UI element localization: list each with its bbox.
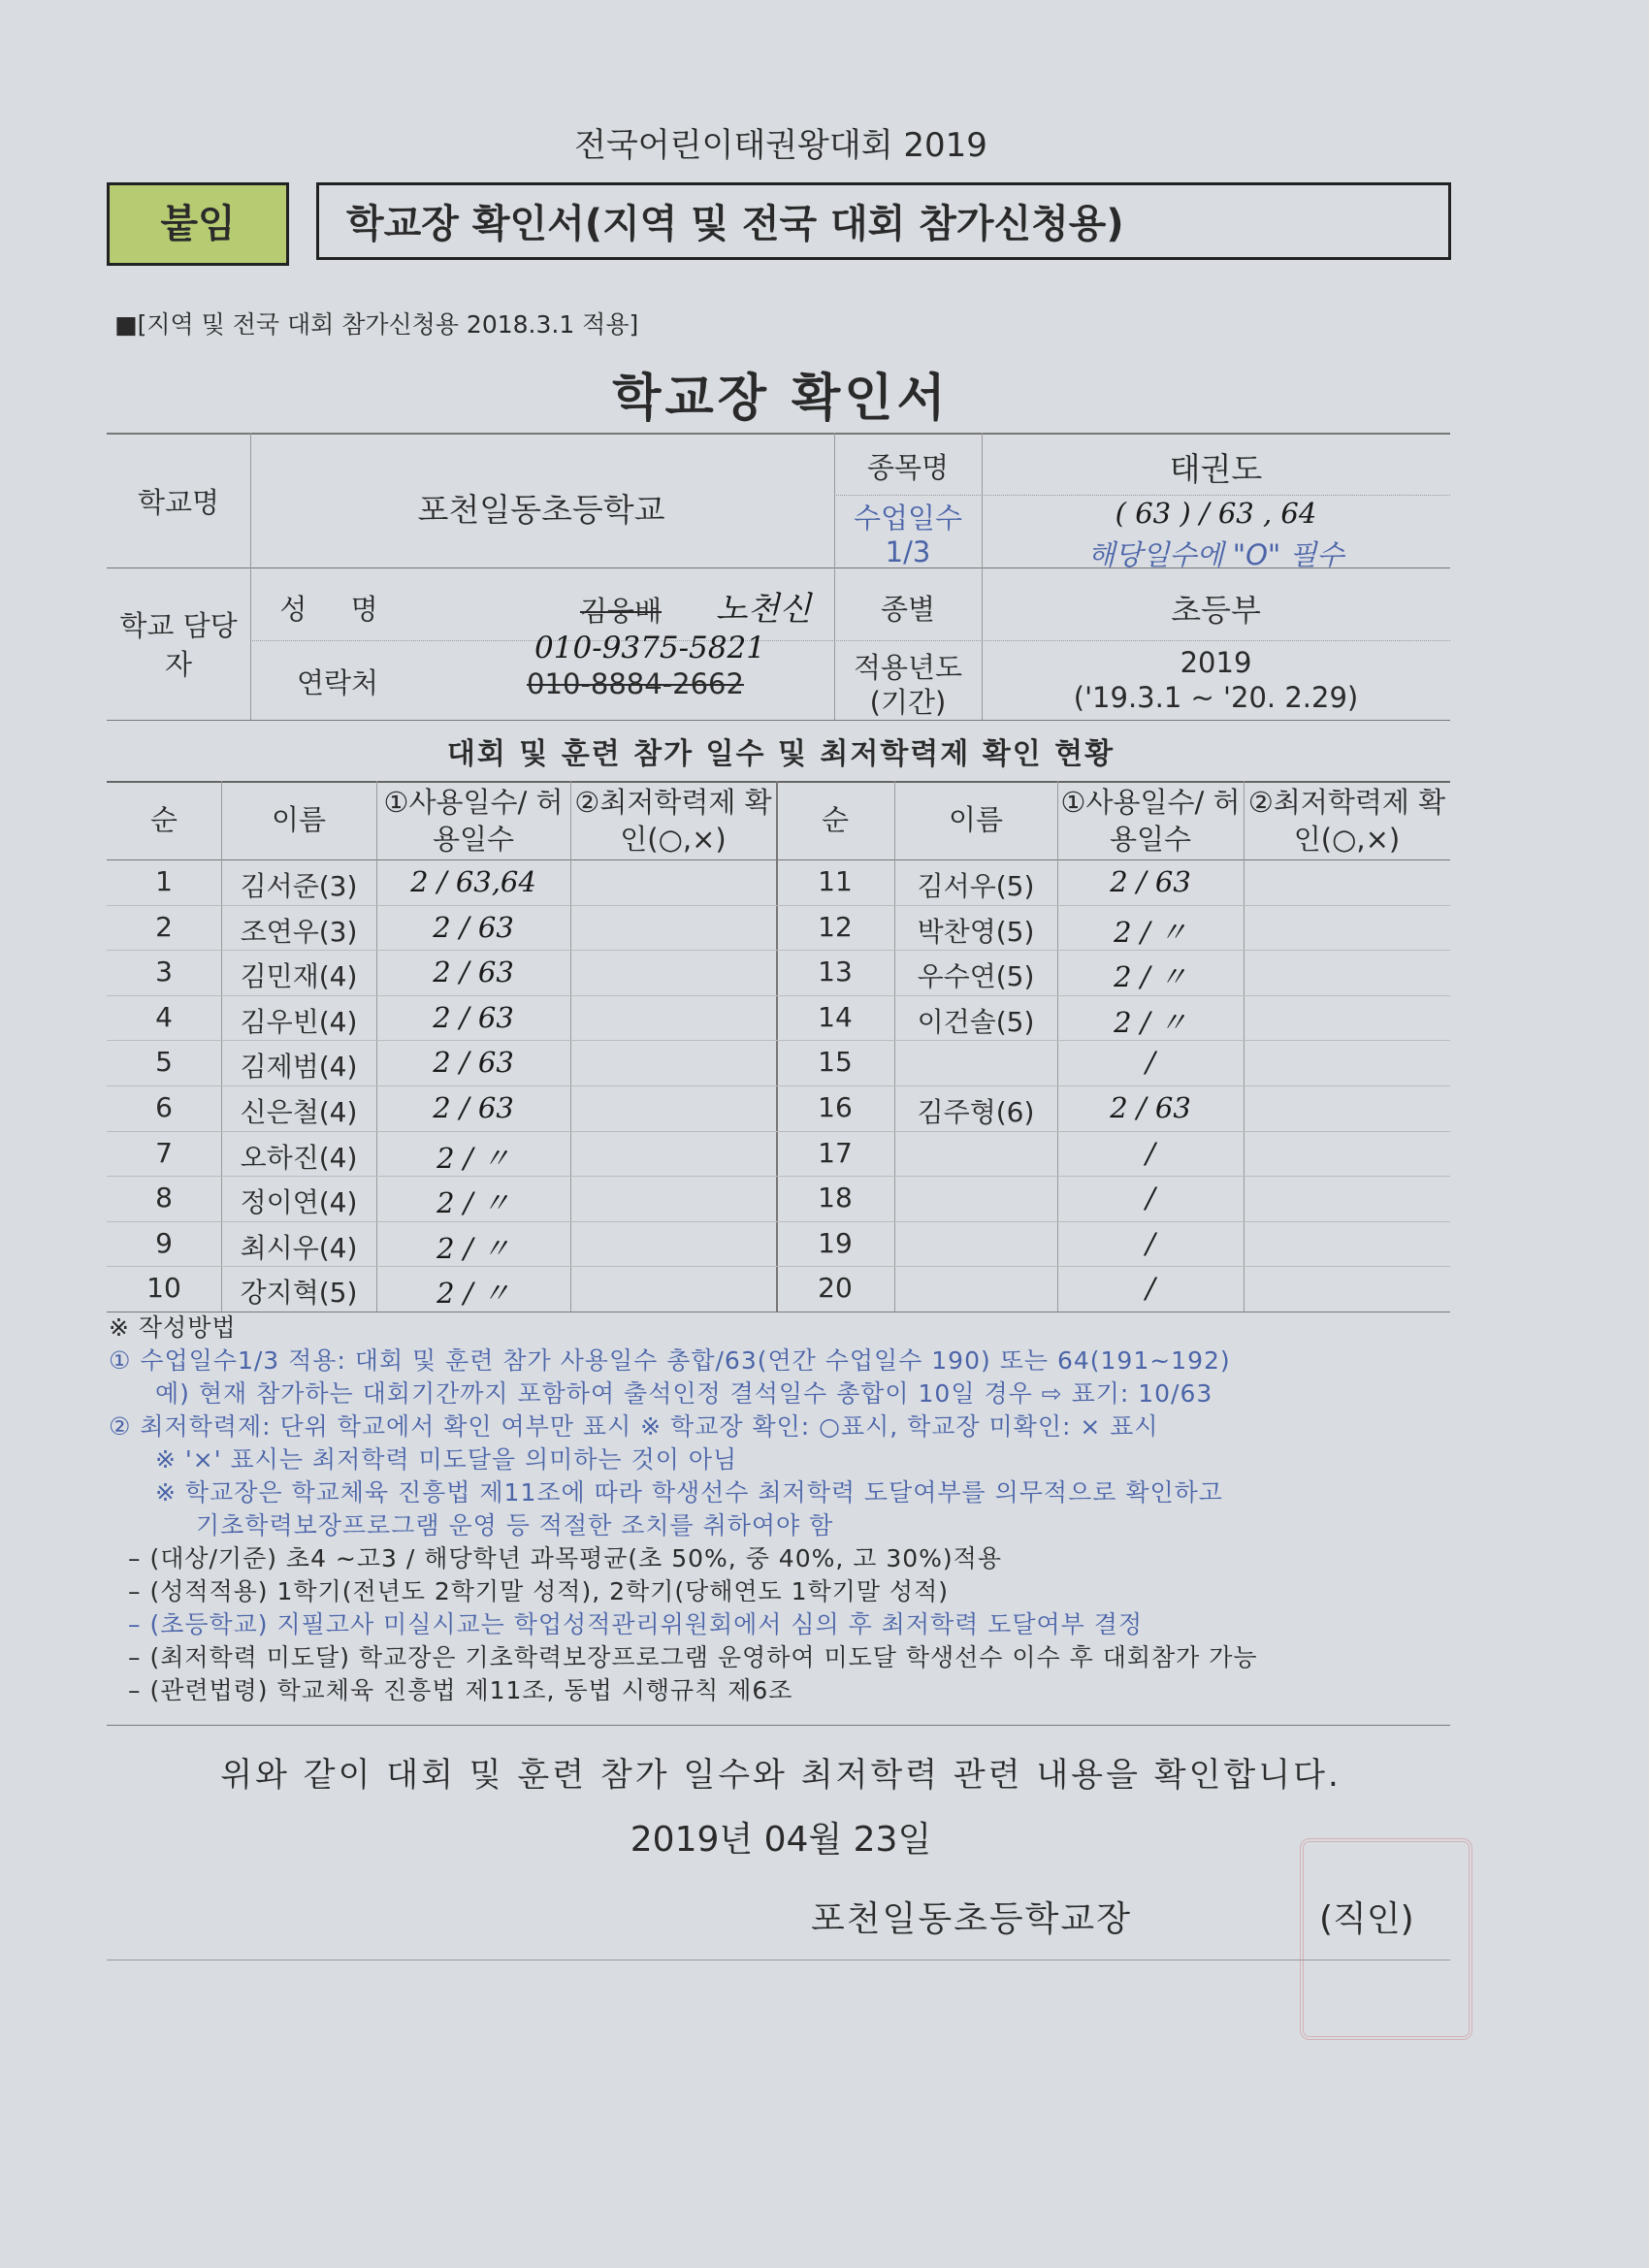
row-divider — [107, 1040, 1450, 1041]
row-divider — [107, 1221, 1450, 1222]
header-no: 순 — [821, 803, 849, 836]
row-days: 2 / 〃 — [436, 1232, 510, 1265]
category-label: 종별 — [880, 593, 936, 626]
row-divider — [107, 1131, 1450, 1132]
row-days: 2 / 〃 — [1114, 1006, 1187, 1039]
note-4: ※ 학교장은 학교체육 진흥법 제11조에 따라 학생선수 최저학력 도달여부를 의무적으로 확인하고 — [155, 1478, 1223, 1507]
category-value: 초등부 — [1171, 592, 1261, 629]
row-days: 2 / 〃 — [436, 1277, 510, 1310]
row-divider — [107, 1266, 1450, 1267]
row-no: 10 — [146, 1272, 181, 1304]
row-no: 1 — [155, 865, 173, 897]
info-bottom-border — [107, 720, 1450, 721]
row-days: / — [1146, 1137, 1155, 1170]
row-no: 19 — [818, 1227, 853, 1259]
contact-label: 연락처 — [296, 666, 379, 699]
row-name: 신은철(4) — [240, 1096, 358, 1128]
note-5: – (대상/기준) 초4 ~고3 / 해당학년 과목평균(초 50%, 중 40%, 고 30%)적용 — [128, 1544, 1002, 1572]
row-no: 2 — [155, 911, 173, 943]
header-academic: ②최저학력제 확인(○,×) — [574, 786, 772, 856]
school-value: 포천일동초등학교 — [417, 491, 665, 529]
row-no: 20 — [818, 1272, 853, 1304]
note-9: – (관련법령) 학교체육 진흥법 제11조, 동법 시행규칙 제6조 — [128, 1676, 793, 1704]
row-name: 김민재(4) — [240, 960, 358, 992]
document-box-title: 학교장 확인서(지역 및 전국 대회 참가신청용) — [316, 182, 1451, 260]
row-name: 우수연(5) — [917, 960, 1035, 992]
days-value: ( 63 ) / 63 , 64 — [1115, 497, 1317, 530]
row-no: 11 — [818, 865, 853, 897]
note-1: ① 수업일수1/3 적용: 대회 및 훈련 참가 사용일수 총합/63(연간 수업일수 190) 또는 64(191~192) — [109, 1346, 1231, 1375]
row-days: / — [1146, 1227, 1155, 1260]
name-struck: 김웅배 — [579, 595, 663, 628]
row-name: 최시우(4) — [240, 1232, 358, 1264]
row-days: 2 / 63 — [1110, 1091, 1191, 1124]
principal-name: 포천일동초등학교장 — [811, 1899, 1132, 1939]
row-no: 18 — [818, 1182, 853, 1214]
row-divider — [107, 905, 1450, 906]
row-name: 김제범(4) — [240, 1051, 358, 1083]
row-days: 2 / 63 — [433, 1046, 514, 1079]
row-days: / — [1146, 1046, 1155, 1079]
year-value: 2019 — [1180, 646, 1252, 679]
row-days: 2 / 63 — [433, 911, 514, 944]
header-academic: ②최저학력제 확인(○,×) — [1247, 786, 1446, 856]
row-no: 9 — [155, 1227, 173, 1259]
row-days: 2 / 63 — [433, 1091, 514, 1124]
row-name: 김우빈(4) — [240, 1006, 358, 1038]
table-top-border — [107, 781, 1450, 783]
table-header-border — [107, 859, 1450, 860]
header-days: ①사용일수/ 허용일수 — [383, 786, 564, 856]
year-label: 적용년도 — [853, 651, 963, 684]
contest-title: 전국어린이태권왕대회 2019 — [574, 126, 987, 165]
header-name: 이름 — [271, 803, 327, 836]
row-divider — [107, 1176, 1450, 1177]
row-days: 2 / 63 — [1110, 865, 1191, 898]
applied-note: ■[지역 및 전국 대회 참가신청용 2018.3.1 적용] — [114, 310, 639, 339]
row-name: 이건솔(5) — [917, 1006, 1035, 1038]
row-days: / — [1146, 1182, 1155, 1215]
row-days: / — [1146, 1272, 1155, 1305]
section-title: 대회 및 훈련 참가 일수 및 최저학력제 확인 현황 — [446, 737, 1116, 771]
row-no: 4 — [155, 1001, 173, 1033]
row-no: 5 — [155, 1046, 173, 1078]
note-4-cont: 기초학력보장프로그램 운영 등 적절한 조치를 취하여야 함 — [196, 1511, 834, 1539]
attachment-tag: 붙임 — [107, 182, 289, 266]
row-no: 8 — [155, 1182, 173, 1214]
row-no: 15 — [818, 1046, 853, 1078]
issue-date: 2019년 04월 23일 — [630, 1820, 932, 1860]
notes — [109, 1312, 1258, 1707]
row-no: 7 — [155, 1137, 173, 1169]
days-label-fraction: 1/3 — [885, 535, 931, 568]
row-days: 2 / 〃 — [1114, 960, 1187, 993]
row-days: 2 / 〃 — [1114, 916, 1187, 949]
header-no: 순 — [149, 803, 178, 836]
days-label: 수업일수 — [853, 502, 963, 535]
note-7: – (초등학교) 지필고사 미실시교는 학업성적관리위원회에서 심의 후 최저학력 도달여부 결정 — [128, 1610, 1144, 1638]
note-3: ※ '×' 표시는 최저학력 미도달을 의미하는 것이 아님 — [155, 1445, 738, 1474]
confirmation-text: 위와 같이 대회 및 훈련 참가 일수와 최저학력 관련 내용을 확인합니다. — [220, 1756, 1342, 1795]
note-1-example: 예) 현재 참가하는 대회기간까지 포함하여 출석인정 결석일수 총합이 10일 경우 ⇨ 표기: 10/63 — [155, 1379, 1213, 1408]
row-divider — [107, 1085, 1450, 1086]
year-label-period: (기간) — [869, 686, 947, 719]
page-title: 학교장 확인서 — [612, 370, 950, 428]
row-days: 2 / 63,64 — [410, 865, 536, 898]
row-name: 정이연(4) — [240, 1186, 358, 1218]
name-label: 성 명 — [279, 593, 396, 626]
event-label: 종목명 — [866, 451, 950, 484]
row-no: 13 — [818, 956, 853, 988]
manager-label: 학교 담당자 — [119, 609, 238, 681]
header-days: ①사용일수/ 허용일수 — [1060, 786, 1241, 856]
row-name: 조연우(3) — [240, 916, 358, 948]
table-col-line — [570, 781, 571, 1312]
row-days: 2 / 63 — [433, 956, 514, 988]
info-divider-dotted — [250, 640, 1450, 641]
row-days: 2 / 63 — [433, 1001, 514, 1034]
contact-handwritten: 010-9375-5821 — [534, 631, 765, 665]
event-value: 태권도 — [1169, 450, 1263, 488]
row-name: 김주형(6) — [917, 1096, 1035, 1128]
header-name: 이름 — [948, 803, 1004, 836]
info-top-border — [107, 433, 1450, 435]
row-name: 오하진(4) — [240, 1142, 358, 1174]
row-no: 17 — [818, 1137, 853, 1169]
row-no: 6 — [155, 1091, 173, 1123]
row-days: 2 / 〃 — [436, 1186, 510, 1219]
seal-label: (직인) — [1319, 1899, 1414, 1939]
note-6: – (성적적용) 1학기(전년도 2학기말 성적), 2학기(당해연도 1학기말 성적) — [128, 1577, 949, 1605]
table-col-line — [1244, 781, 1245, 1312]
days-note: 해당일수에 "O" 필수 — [1087, 538, 1344, 571]
contact-struck: 010-8884-2662 — [527, 667, 744, 700]
row-divider — [107, 950, 1450, 951]
notes-bottom-border — [107, 1725, 1450, 1726]
notes-heading: ※ 작성방법 — [109, 1313, 237, 1342]
row-name: 박찬영(5) — [917, 916, 1035, 948]
note-2: ② 최저학력제: 단위 학교에서 확인 여부만 표시 ※ 학교장 확인: ○표시, 학교장 미확인: × 표시 — [109, 1412, 1159, 1441]
info-divider-days — [834, 495, 1450, 496]
table-col-line — [894, 781, 895, 1312]
note-8: – (최저학력 미도달) 학교장은 기초학력보장프로그램 운영하여 미도달 학생선수 이수 후 대회참가 가능 — [128, 1643, 1258, 1671]
row-name: 김서준(3) — [240, 870, 358, 902]
name-handwritten: 노천신 — [715, 590, 812, 629]
row-no: 16 — [818, 1091, 853, 1123]
row-no: 12 — [818, 911, 853, 943]
row-no: 14 — [818, 1001, 853, 1033]
period-value: ('19.3.1 ~ '20. 2.29) — [1073, 681, 1359, 714]
row-days: 2 / 〃 — [436, 1142, 510, 1175]
row-no: 3 — [155, 956, 173, 988]
school-label: 학교명 — [137, 486, 220, 519]
row-name: 강지혁(5) — [240, 1277, 358, 1309]
row-name: 김서우(5) — [917, 870, 1035, 902]
row-divider — [107, 995, 1450, 996]
